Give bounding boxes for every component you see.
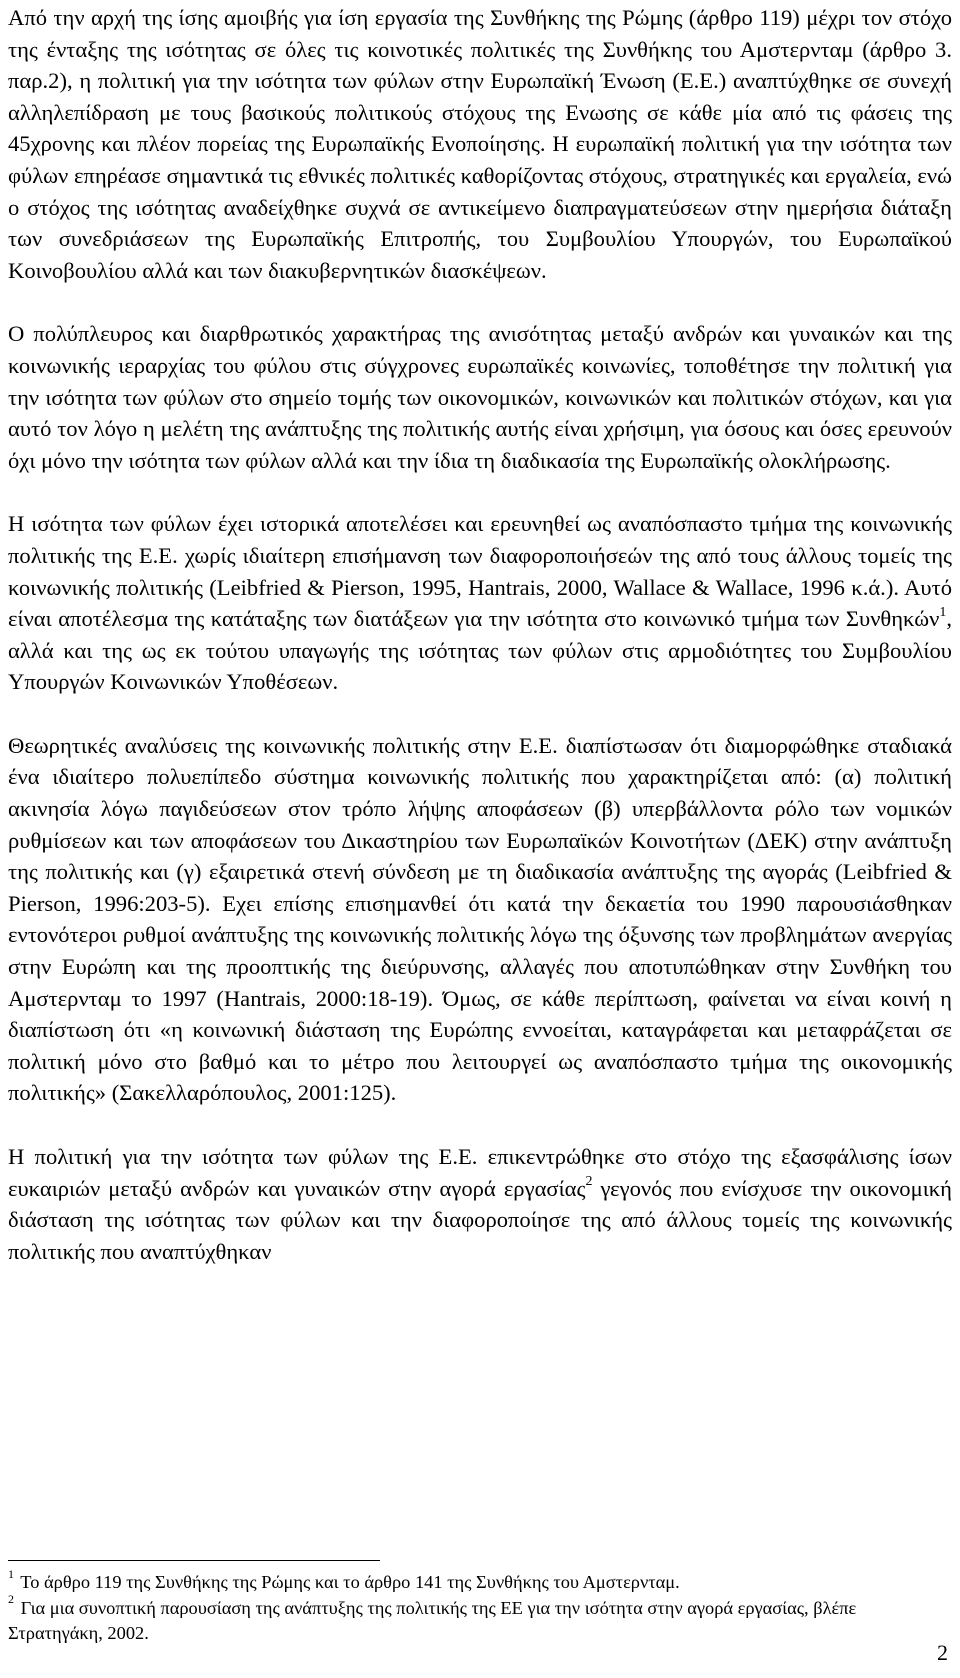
- footnote-2-text: Για μια συνοπτική παρουσίαση της ανάπτυξης της πολιτικής της ΕΕ για την ισότητα στην αγορά εργασίας, βλέπε Στρατηγάκη, 2002.: [8, 1597, 857, 1643]
- paragraph-5: [8, 1141, 952, 1267]
- paragraph-5-text-after: γεγονός που ενίσχυσε την οικονομική διάσταση της ισότητας των φύλων και την διαφοροποίησε της από άλλους τομείς της κοινωνικής πολιτικής που αναπτύχθηκαν: [8, 1175, 952, 1264]
- footnote-ref-1[interactable]: 1: [939, 604, 947, 620]
- paragraph-1: [8, 2, 952, 286]
- footnote-1-mark: 1: [8, 1566, 14, 1581]
- paragraph-2-text: Ο πολύπλευρος και διαρθρωτικός χαρακτήρας της ανισότητας μεταξύ ανδρών και γυναικών και της κοινωνικής ιεραρχίας του φύλου στις σύγχρονες ευρωπαϊκές κοινωνίες, τοποθέτησε την πολιτική για την ισότητα των φύλων στο σημείο τομής των οικονομικών, κοινωνικών και πολιτικών στόχων, και για αυτό τον λόγο η μελέτη της ανάπτυξης της πολιτικής αυτής είναι χρήσιμη, για όσους και όσες ερευνούν όχι μόνο την ισότητα των φύλων αλλά και την ίδια τη διαδικασία της Ευρωπαϊκής ολοκλήρωσης.: [8, 321, 952, 473]
- paragraph-4: [8, 730, 952, 1109]
- footnote-1-text: Το άρθρο 119 της Συνθήκης της Ρώμης και το άρθρο 141 της Συνθήκης του Αμστερνταμ.: [16, 1572, 680, 1592]
- body-text: [8, 0, 952, 1267]
- paragraph-3-text-before: Η ισότητα των φύλων έχει ιστορικά αποτελέσει και ερευνηθεί ως αναπόσπαστο τμήμα της κοινωνικής πολιτικής της Ε.Ε. χωρίς ιδιαίτερη επισήμανση των διαφοροποιήσεών της από τους άλλους τομείς της κοινωνικής πολιτικής (Leibfried & Pierson, 1995, Hantrais, 2000, Wallace & Wallace, 1996 κ.ά.). Αυτό είναι αποτέλεσμα της κατάταξης των διατάξεων για την ισότητα στο κοινωνικό τμήμα των Συνθηκών: [8, 511, 952, 632]
- paragraph-1-text: Από την αρχή της ίσης αμοιβής για ίση εργασία της Συνθήκης της Ρώμης (άρθρο 119) μέχρι τον στόχο της ένταξης της ισότητας σε όλες τις κοινοτικές πολιτικές της Συνθήκης του Αμστερνταμ (άρθρο 3. παρ.2), η πολιτική για την ισότητα των φύλων στην Ευρωπαϊκή Ένωση (Ε.Ε.) αναπτύχθηκε σε συνεχή αλληλεπίδραση με τους βασικούς πολιτικούς στόχους της Ενωσης σε κάθε μία από τις φάσεις της 45χρονης και πλέον πορείας της Ευρωπαϊκής Ενοποίησης. Η ευρωπαϊκή πολιτική για την ισότητα των φύλων επηρέασε σημαντικά τις εθνικές πολιτικές καθορίζοντας στόχους, στρατηγικές και εργαλεία, ενώ ο στόχος της ισότητας αναδείχθηκε συχνά σε αντικείμενο διαπραγματεύσεων στην ημερήσια διάταξη των συνεδριάσεων της Ευρωπαϊκής Επιτροπής, του Συμβουλίου Υπουργών, του Ευρωπαϊκού Κοινοβουλίου αλλά και των διακυβερνητικών διασκέψεων.: [8, 5, 952, 283]
- paragraph-5-text-before: Η πολιτική για την ισότητα των φύλων της Ε.Ε. επικεντρώθηκε στο στόχο της εξασφάλισης ίσων ευκαιριών μεταξύ ανδρών και γυναικών στην αγορά εργασίας: [8, 1144, 952, 1201]
- paragraph-gap: [8, 286, 952, 318]
- paragraph-gap: [8, 1109, 952, 1141]
- paragraph-gap: [8, 698, 952, 730]
- paragraph-4-text: Θεωρητικές αναλύσεις της κοινωνικής πολιτικής στην Ε.Ε. διαπίστωσαν ότι διαμορφώθηκε σταδιακά ένα ιδιαίτερο πολυεπίπεδο σύστημα κοινωνικής πολιτικής που χαρακτηρίζεται από: (α) πολιτική ακινησία λόγω παγιδεύσεων στον τρόπο λήψης αποφάσεων (β) υπερβάλλοντα ρόλο των νομικών ρυθμίσεων και των αποφάσεων του Δικαστηρίου των Ευρωπαϊκών Κοινοτήτων (ΔΕΚ) στην ανάπτυξη της πολιτικής και (γ) εξαιρετικά στενή σύνδεση με τη διαδικασία ανάπτυξης της αγοράς (Leibfried & Pierson, 1996:203-5). Εχει επίσης επισημανθεί ότι κατά την δεκαετία του 1990 παρουσιάσθηκαν εντονότεροι ρυθμοί ανάπτυξης της κοινωνικής πολιτικής λόγω της όξυνσης των προβλημάτων ανεργίας στην Ευρώπη και της προοπτικής της διεύρυνσης, αλλαγές που αποτυπώθηκαν στην Συνθήκη του Αμστερνταμ το 1997 (Hantrais, 2000:18-19). Όμως, σε κάθε περίπτωση, φαίνεται να είναι κοινή η διαπίστωση ότι «η κοινωνική διάσταση της Ευρώπης εννοείται, καταγράφεται και μεταφράζεται σε πολιτική μόνο στο βαθμό και το μέτρο που λειτουργεί ως αναπόσπαστο τμήμα της οικονομικής πολιτικής» (Σακελλαρόπουλος, 2001:125).: [8, 732, 952, 1106]
- paragraph-3-text-after: , αλλά και της ως εκ τούτου υπαγωγής της ισότητας των φύλων στις αρμοδιότητες του Συμβουλίου Υπουργών Κοινωνικών Υποθέσεων.: [8, 606, 952, 695]
- footnote-2: [8, 1592, 952, 1647]
- page-number: 2: [937, 1640, 948, 1665]
- paragraph-2: [8, 318, 952, 476]
- paragraph-3: [8, 508, 952, 698]
- footnote-divider: [8, 1560, 380, 1561]
- footnotes: [8, 1566, 952, 1647]
- footnote-ref-2[interactable]: 2: [585, 1174, 593, 1190]
- footnote-1: [8, 1566, 952, 1596]
- paragraph-gap: [8, 476, 952, 508]
- footnote-2-mark: 2: [8, 1592, 14, 1607]
